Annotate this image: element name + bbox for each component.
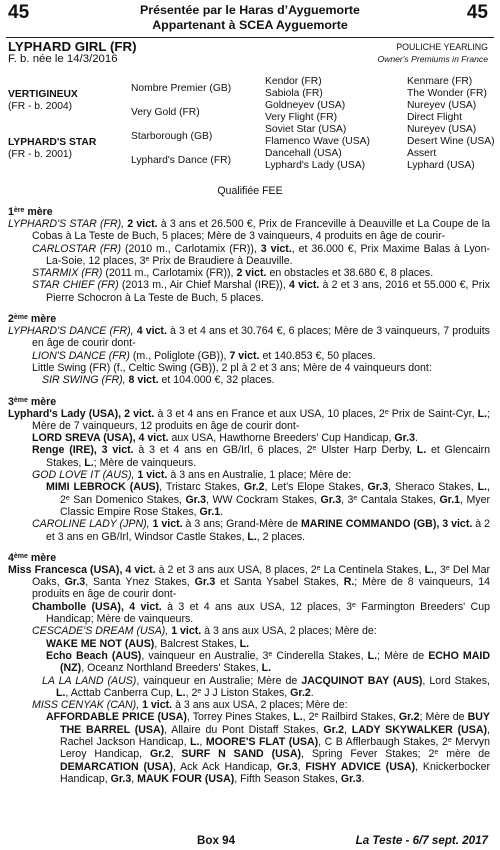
- pedigree-gen4-1: Kenmare (FR): [407, 76, 473, 87]
- presenter-line: Présentée par le Haras d’Ayguemorte: [140, 3, 360, 17]
- section-title: 4ème mère: [8, 551, 57, 564]
- pedigree-gen4-4: Direct Flight: [407, 112, 462, 123]
- sire-info: (FR - b. 2004): [8, 101, 73, 112]
- pedigree-gen2-4: Lyphard's Dance (FR): [131, 155, 232, 166]
- pedigree-gen3-7: Dancehall (USA): [265, 148, 342, 159]
- section-title: 2ème mère: [8, 313, 57, 326]
- pedigree-entry: LYPHARD'S STAR (FR), 2 vict. à 3 ans et 26.500 €, Prix de Franceville à Deauville et La Coupe de la Cobas à La Teste de Buch, 5 places; Mère de 3 vainqueurs, 4 produits en âge de courir-: [8, 218, 490, 243]
- pedigree-entry: CAROLINE LADY (JPN), 1 vict. à 3 ans; Grand-Mère de MARINE COMMANDO (GB), 3 vict. à 2 et 3 ans en GB/Irl, Windsor Castle Stakes, L., 2 places.: [32, 518, 490, 543]
- lot-number-right: 45: [466, 2, 488, 23]
- pedigree-entry: CESCADE'S DREAM (USA), 1 vict. à 3 ans aux USA, 2 places; Mère de:: [32, 625, 377, 638]
- dam-info: (FR - b. 2001): [8, 149, 73, 160]
- pedigree-gen4-3: Nureyev (USA): [407, 100, 477, 111]
- qualification-note: Qualifiée FEE: [217, 185, 283, 197]
- sale-info: La Teste - 6/7 sept. 2017: [355, 834, 488, 847]
- pedigree-entry: LYPHARD'S DANCE (FR), 4 vict. à 3 et 4 ans et 30.764 €, 6 places; Mère de 3 vainqueurs, 7 produits en âge de courir dont-: [8, 325, 490, 350]
- pedigree-gen2-2: Very Gold (FR): [131, 107, 200, 118]
- pedigree-entry: Little Swing (FR) (f., Celtic Swing (GB)), 2 pl à 2 et 3 ans; Mère de 4 vainqueurs dont:: [32, 361, 432, 374]
- section-title: 1ère mère: [8, 206, 53, 218]
- pedigree-entry: Echo Beach (AUS), vainqueur en Australie, 3e Cinderella Stakes, L.; Mère de ECHO MAID (NZ), Oceanz Northland Breeders' Stakes, L.: [46, 649, 490, 675]
- pedigree-entry: MIMI LEBROCK (AUS), Tristarc Stakes, Gr.2, Let's Elope Stakes, Gr.3, Sheraco Stakes, L., 2e San Domenico Stakes, Gr.3, WW Cockram Stakes, Gr.3, 3e Cantala Stakes, Gr.1, Myer Classic Empire Rose Stakes, Gr.1.: [46, 481, 490, 518]
- pedigree-gen3-8: Lyphard's Lady (USA): [265, 160, 366, 171]
- pedigree-gen3-2: Sabiola (FR): [265, 88, 323, 99]
- pedigree-entry: Chambolle (USA), 4 vict. à 3 et 4 ans aux USA, 12 places, 3e Farmington Breeders' Cup Handicap; Mère de vainqueurs.: [32, 600, 490, 626]
- pedigree-gen4-5: Nureyev (USA): [407, 124, 477, 135]
- horse-birth-info: F. b. née le 14/3/2016: [8, 53, 118, 65]
- pedigree-entry: WAKE ME NOT (AUS), Balcrest Stakes, L.: [46, 637, 250, 650]
- pedigree-entry: MISS CENYAK (CAN), 1 vict. à 3 ans aux USA, 2 places; Mère de:: [32, 699, 348, 712]
- pedigree-gen4-8: Lyphard (USA): [407, 160, 475, 171]
- owner-premiums-note: Owner's Premiums in France: [377, 54, 488, 64]
- box-number: Box 94: [197, 834, 236, 847]
- pedigree-gen3-6: Flamenco Wave (USA): [265, 136, 370, 147]
- section-title: 3ème mère: [8, 395, 57, 408]
- pedigree-entry: SIR SWING (FR), 8 vict. et 104.000 €, 32 places.: [42, 374, 275, 387]
- pedigree-gen2-1: Nombre Premier (GB): [131, 83, 232, 94]
- pedigree-entry: STAR CHIEF (FR) (2013 m., Air Chief Marshal (IRE)), 4 vict. à 2 et 3 ans, 2016 et 55.000 €, Prix Pierre Schocron à La Teste de Buch, 5 places.: [32, 279, 490, 304]
- pedigree-gen4-7: Assert: [407, 148, 437, 159]
- horse-name: LYPHARD GIRL (FR): [8, 39, 137, 54]
- pedigree-entry: Renge (IRE), 3 vict. à 3 et 4 ans en GB/Irl, 6 places, 2e Ulster Harp Derby, L. et Glencairn Stakes, L.; Mère de vainqueurs.: [32, 444, 490, 469]
- header-rule: [6, 37, 494, 38]
- pedigree-entry: GOD LOVE IT (AUS), 1 vict. à 3 ans en Australie, 1 place; Mère de:: [32, 469, 352, 482]
- pedigree-gen3-4: Very Flight (FR): [265, 112, 338, 123]
- pedigree-gen3-1: Kendor (FR): [265, 76, 322, 87]
- pedigree-gen3-5: Soviet Star (USA): [265, 124, 347, 135]
- pedigree-gen2-3: Starborough (GB): [131, 131, 213, 142]
- dam-name: LYPHARD'S STAR: [8, 137, 97, 148]
- horse-category: POULICHE YEARLING: [396, 42, 488, 52]
- pedigree-gen4-6: Desert Wine (USA): [407, 136, 495, 147]
- pedigree-entry: AFFORDABLE PRICE (USA), Torrey Pines Stakes, L., 2e Railbird Stakes, Gr.2; Mère de BUY THE BARREL (USA), Allaire du Pont Distaff Stakes, Gr.2, LADY SKYWALKER (USA), Rachel Jackson Handicap, L., MOORE'S FLAT (USA), C B Afflerbaugh Stakes, 2e Mervyn Leroy Handicap, Gr.2, SURF N SAND (USA), Spring Fever Stakes; 2e mère de DEMARCATION (USA), Ack Ack Handicap, Gr.3, FISHY ADVICE (USA), Knickerbocker Handicap, Gr.3, MAUK FOUR (USA), Fifth Season Stakes, Gr.3.: [46, 711, 490, 785]
- pedigree-entry: Miss Francesca (USA), 4 vict. à 2 et 3 ans aux USA, 8 places, 2e La Centinela Stakes, L., 3e Del Mar Oaks, Gr.3, Santa Ynez Stakes, Gr.3 et Santa Ysabel Stakes, R.; Mère de 8 vainqueurs, 14 produits en âge de courir dont-: [8, 563, 490, 601]
- pedigree-gen4-2: The Wonder (FR): [407, 88, 487, 99]
- pedigree-entry: LION'S DANCE (FR) (m., Poliglote (GB)), 7 vict. et 140.853 €, 50 places.: [32, 349, 376, 362]
- pedigree-entry: STARMIX (FR) (2011 m., Carlotamix (FR)), 2 vict. en obstacles et 38.680 €, 8 places.: [32, 267, 434, 280]
- owner-line: Appartenant à SCEA Ayguemorte: [152, 18, 348, 32]
- pedigree-entry: Lyphard's Lady (USA), 2 vict. à 3 et 4 ans en France et aux USA, 10 places, 2e Prix de Saint-Cyr, L.; Mère de 7 vainqueurs, 12 produits en âge de courir dont-: [8, 407, 491, 432]
- family-notes: [8, 206, 490, 785]
- pedigree-entry: CARLOSTAR (FR) (2010 m., Carlotamix (FR)), 3 vict., et 36.000 €, Prix Maxime Balas à Lyon-La-Soie, 12 places, 3e Prix de Braudiere à Deauville.: [32, 242, 490, 267]
- pedigree-entry: LA LA LAND (AUS), vainqueur en Australie; Mère de JACQUINOT BAY (AUS), Lord Stakes, L., Acttab Canberra Cup, L., 2e J J Liston Stakes, Gr.2.: [42, 674, 490, 699]
- lot-number-left: 45: [8, 2, 30, 23]
- sire-name: VERTIGINEUX: [8, 89, 78, 100]
- pedigree-gen3-3: Goldneyev (USA): [265, 100, 346, 111]
- pedigree-entry: LORD SREVA (USA), 4 vict. aux USA, Hawthorne Breeders' Cup Handicap, Gr.3.: [32, 432, 418, 445]
